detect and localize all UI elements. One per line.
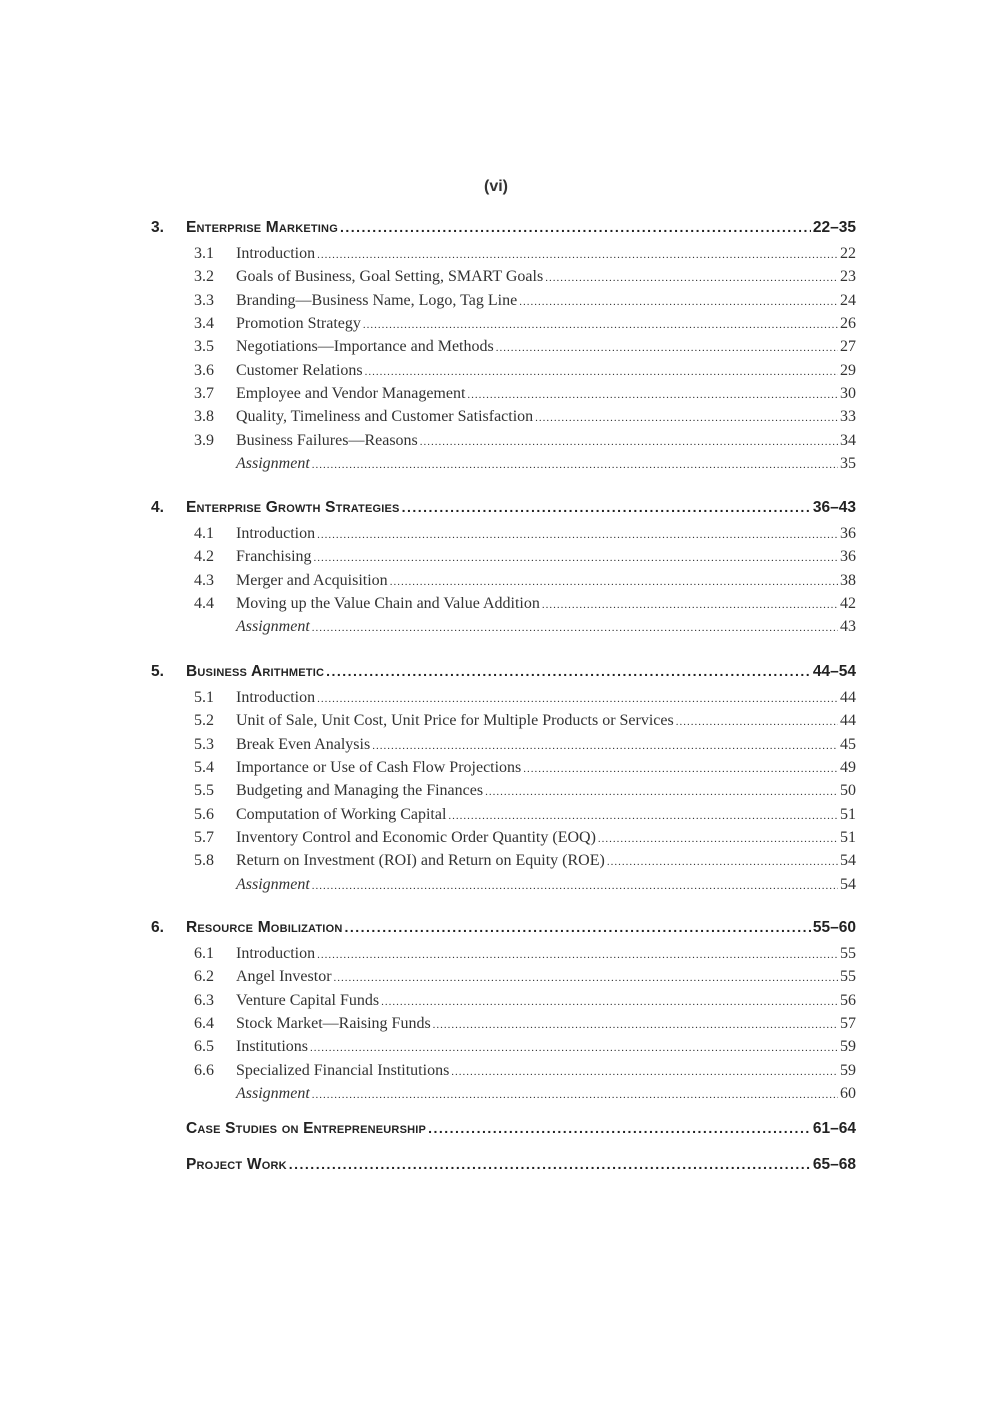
appendix-title: Project Work	[186, 1156, 287, 1173]
entry-page: 36	[840, 525, 856, 542]
toc-entry	[194, 595, 856, 617]
toc-entry	[194, 1062, 856, 1084]
entry-number: 4.3	[194, 571, 214, 589]
toc-entry	[194, 1038, 856, 1060]
toc-entry	[194, 736, 856, 758]
entry-title: Computation of Working Capital	[236, 805, 447, 823]
entry-page: 43	[840, 618, 856, 636]
entry-page: 55	[840, 968, 856, 986]
entry-number: 4.4	[194, 595, 214, 613]
entry-page: 59	[840, 1038, 856, 1056]
appendix-page-range: 61–64	[812, 1120, 856, 1137]
entry-number: 5.1	[194, 689, 214, 706]
entry-title: Moving up the Value Chain and Value Addition	[236, 595, 540, 613]
entry-page: 57	[840, 1015, 856, 1033]
toc-entry	[194, 1085, 856, 1107]
entry-title: Assignment	[236, 455, 310, 473]
entry-number: 3.9	[194, 431, 214, 449]
entry-page: 44	[840, 689, 856, 706]
entry-number: 5.7	[194, 829, 214, 847]
dot-leader	[317, 949, 838, 961]
entry-number: 6.1	[194, 945, 214, 962]
entry-number: 3.4	[194, 315, 214, 333]
dot-leader	[433, 1019, 838, 1031]
entry-number: 5.2	[194, 712, 214, 730]
entry-page: 54	[840, 875, 856, 893]
dot-leader	[312, 1089, 838, 1101]
entry-number: 5.6	[194, 805, 214, 823]
entry-title: Negotiations—Importance and Methods	[236, 338, 494, 356]
chapter-heading	[151, 663, 856, 685]
dot-leader	[598, 833, 838, 845]
entry-page: 27	[840, 338, 856, 356]
dot-leader	[607, 856, 838, 868]
toc-entry	[194, 548, 856, 570]
entry-title: Business Failures—Reasons	[236, 431, 418, 449]
appendix-heading	[151, 1120, 856, 1142]
chapter-title: Resource Mobilization	[186, 919, 343, 936]
dot-leader	[519, 296, 838, 308]
chapter-title: Enterprise Growth Strategies	[186, 499, 400, 516]
chapter-heading	[151, 219, 856, 241]
entry-title: Specialized Financial Institutions	[236, 1061, 450, 1079]
toc-entry	[194, 876, 856, 898]
entry-page: 36	[840, 548, 856, 566]
chapter-number: 3.	[151, 219, 164, 236]
entry-title: Budgeting and Managing the Finances	[236, 782, 484, 800]
chapter-page-range: 36–43	[812, 499, 856, 516]
toc-entry	[194, 829, 856, 851]
toc-entry	[194, 689, 856, 711]
entry-title: Customer Relations	[236, 361, 363, 379]
dot-leader	[372, 740, 838, 752]
entry-page: 50	[840, 782, 856, 800]
entry-number: 3.2	[194, 268, 214, 286]
appendix-title: Case Studies on Entrepreneurship	[186, 1120, 427, 1137]
dot-leader	[496, 342, 838, 354]
entry-page: 23	[840, 268, 856, 286]
entry-number: 6.2	[194, 968, 214, 986]
entry-title: Branding—Business Name, Logo, Tag Line	[236, 291, 518, 309]
toc-entry	[194, 806, 856, 828]
entry-page: 34	[840, 431, 856, 449]
dot-leader	[381, 996, 838, 1008]
dot-leader	[312, 880, 838, 892]
dot-leader	[310, 1042, 838, 1054]
entry-title: Promotion Strategy	[236, 315, 361, 333]
dot-leader	[428, 1120, 811, 1136]
dot-leader	[340, 219, 811, 235]
dot-leader	[451, 1066, 838, 1078]
entry-title: Assignment	[236, 1085, 310, 1103]
entry-page: 54	[840, 852, 856, 870]
dot-leader	[317, 693, 838, 705]
entry-page: 60	[840, 1085, 856, 1103]
entry-page: 42	[840, 595, 856, 613]
toc-entry	[194, 1015, 856, 1037]
toc-entry	[194, 945, 856, 967]
entry-title: Inventory Control and Economic Order Quantity (EOQ)	[236, 829, 596, 847]
entry-number: 3.5	[194, 338, 214, 356]
page-number-label: (vi)	[484, 178, 508, 195]
toc-entry	[194, 338, 856, 360]
entry-title: Stock Market—Raising Funds	[236, 1015, 431, 1033]
dot-leader	[676, 716, 838, 728]
entry-title: Return on Investment (ROI) and Return on Equity (ROE)	[236, 852, 605, 870]
toc-entry	[194, 852, 856, 874]
appendix-page-range: 65–68	[812, 1156, 856, 1173]
dot-leader	[390, 576, 838, 588]
toc-entry	[194, 618, 856, 640]
appendix-heading	[151, 1156, 856, 1178]
entry-number: 3.3	[194, 291, 214, 309]
entry-title: Venture Capital Funds	[236, 991, 380, 1009]
dot-leader	[334, 972, 838, 984]
entry-page: 38	[840, 571, 856, 589]
entry-title: Introduction	[236, 245, 316, 262]
toc-entry	[194, 362, 856, 384]
dot-leader	[344, 919, 810, 935]
dot-leader	[326, 663, 811, 679]
dot-leader	[402, 499, 811, 515]
toc-entry	[194, 759, 856, 781]
entry-page: 51	[840, 829, 856, 847]
toc-entry	[194, 572, 856, 594]
chapter-page-range: 44–54	[812, 663, 856, 680]
entry-title: Introduction	[236, 525, 316, 542]
dot-leader	[523, 763, 838, 775]
toc-entry	[194, 245, 856, 267]
dot-leader	[289, 1156, 811, 1172]
entry-title: Break Even Analysis	[236, 735, 371, 753]
toc-entry	[194, 455, 856, 477]
toc-entry	[194, 712, 856, 734]
entry-page: 30	[840, 385, 856, 403]
toc-entry	[194, 385, 856, 407]
entry-number: 3.8	[194, 408, 214, 426]
toc-entry	[194, 315, 856, 337]
entry-number: 5.4	[194, 759, 214, 777]
entry-title: Franchising	[236, 548, 312, 566]
entry-page: 59	[840, 1061, 856, 1079]
entry-number: 6.5	[194, 1038, 214, 1056]
entry-page: 24	[840, 291, 856, 309]
dot-leader	[535, 412, 838, 424]
chapter-number: 6.	[151, 919, 164, 936]
toc-entry	[194, 432, 856, 454]
toc-entry	[194, 782, 856, 804]
entry-title: Goals of Business, Goal Setting, SMART Goals	[236, 268, 544, 286]
entry-page: 44	[840, 712, 856, 730]
entry-title: Assignment	[236, 618, 310, 636]
entry-number: 4.2	[194, 548, 214, 566]
entry-number: 3.6	[194, 361, 214, 379]
entry-number: 6.6	[194, 1061, 214, 1079]
entry-title: Introduction	[236, 945, 316, 962]
entry-title: Assignment	[236, 875, 310, 893]
entry-title: Employee and Vendor Management	[236, 385, 466, 403]
entry-title: Unit of Sale, Unit Cost, Unit Price for Multiple Products or Services	[236, 712, 674, 730]
entry-number: 5.3	[194, 735, 214, 753]
dot-leader	[542, 599, 838, 611]
entry-number: 3.7	[194, 385, 214, 403]
entry-number: 5.8	[194, 852, 214, 870]
entry-page: 49	[840, 759, 856, 777]
entry-number: 6.3	[194, 991, 214, 1009]
entry-title: Quality, Timeliness and Customer Satisfaction	[236, 408, 534, 426]
entry-title: Angel Investor	[236, 968, 332, 986]
entry-number: 5.5	[194, 782, 214, 800]
dot-leader	[485, 786, 838, 798]
entry-page: 35	[840, 455, 856, 473]
chapter-number: 4.	[151, 499, 164, 516]
entry-page: 22	[840, 245, 856, 262]
dot-leader	[467, 389, 838, 401]
dot-leader	[420, 436, 838, 448]
dot-leader	[363, 319, 838, 331]
chapter-number: 5.	[151, 663, 164, 680]
toc-entry	[194, 408, 856, 430]
entry-title: Merger and Acquisition	[236, 571, 388, 589]
dot-leader	[317, 529, 838, 541]
entry-page: 56	[840, 991, 856, 1009]
chapter-page-range: 55–60	[812, 919, 856, 936]
dot-leader	[317, 249, 838, 261]
dot-leader	[365, 366, 838, 378]
entry-page: 45	[840, 735, 856, 753]
entry-number: 3.1	[194, 245, 214, 262]
dot-leader	[312, 622, 838, 634]
entry-page: 33	[840, 408, 856, 426]
chapter-title: Business Arithmetic	[186, 663, 325, 680]
entry-page: 55	[840, 945, 856, 962]
toc-entry	[194, 968, 856, 990]
entry-page: 26	[840, 315, 856, 333]
toc-entry	[194, 992, 856, 1014]
toc-entry	[194, 525, 856, 547]
entry-page: 51	[840, 805, 856, 823]
entry-title: Importance or Use of Cash Flow Projections	[236, 759, 522, 777]
entry-number: 6.4	[194, 1015, 214, 1033]
chapter-heading	[151, 499, 856, 521]
dot-leader	[545, 272, 838, 284]
entry-title: Institutions	[236, 1038, 309, 1056]
dot-leader	[312, 459, 838, 471]
toc-entry	[194, 292, 856, 314]
toc-entry	[194, 268, 856, 290]
entry-title: Introduction	[236, 689, 316, 706]
chapter-page-range: 22–35	[812, 219, 856, 236]
chapter-heading	[151, 919, 856, 941]
chapter-title: Enterprise Marketing	[186, 219, 338, 236]
entry-number: 4.1	[194, 525, 214, 542]
dot-leader	[448, 810, 838, 822]
dot-leader	[314, 552, 838, 564]
entry-page: 29	[840, 361, 856, 379]
